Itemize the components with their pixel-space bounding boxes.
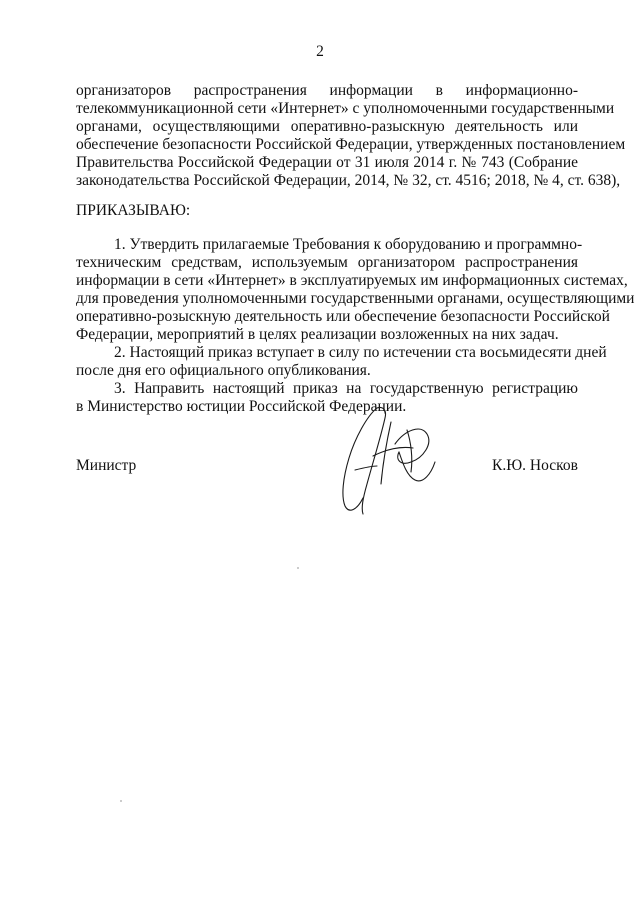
item3-line: 3. Направить настоящий приказ на государственную регистрацию [114,380,578,397]
signatory-name: К.Ю. Носков [492,457,578,474]
item1-line: 1. Утвердить прилагаемые Требования к оборудованию и программно- [114,236,583,253]
signatory-position: Министр [76,457,137,474]
preamble-line: обеспечение безопасности Российской Федерации, утвержденных постановлением [76,136,626,153]
item3-line: в Министерство юстиции Российской Федерации. [76,398,407,415]
item1-line: техническим средствам, используемым организатором распространения [76,254,578,271]
preamble-line: органами, осуществляющими оперативно-разыскную деятельность или [76,118,578,135]
preamble-line: организаторов распространения информации в информационно- [76,82,578,99]
order-heading: ПРИКАЗЫВАЮ: [76,202,191,219]
preamble-line: телекоммуникационной сети «Интернет» с уполномоченными государственными [76,100,615,117]
page-number: 2 [316,43,324,60]
preamble-line: Правительства Российской Федерации от 31 июля 2014 г. № 743 (Собрание [76,154,578,171]
item1-line: Федерации, мероприятий в целях реализации возложенных на них задач. [76,326,559,343]
item2-line: после дня его официального опубликования. [76,362,371,379]
scan-speck [297,567,299,569]
item1-line: для проведения уполномоченными государственными органами, осуществляющими [76,290,635,307]
preamble-line: законодательства Российской Федерации, 2014, № 32, ст. 4516; 2018, № 4, ст. 638), [76,172,621,189]
handwritten-signature [333,400,443,522]
item1-line: информации в сети «Интернет» в эксплуатируемых им информационных системах, [76,272,628,289]
item1-line: оперативно-розыскную деятельность или обеспечение безопасности Российской [76,308,610,325]
item2-line: 2. Настоящий приказ вступает в силу по истечении ста восьмидесяти дней [114,344,607,361]
scan-speck [120,800,122,802]
